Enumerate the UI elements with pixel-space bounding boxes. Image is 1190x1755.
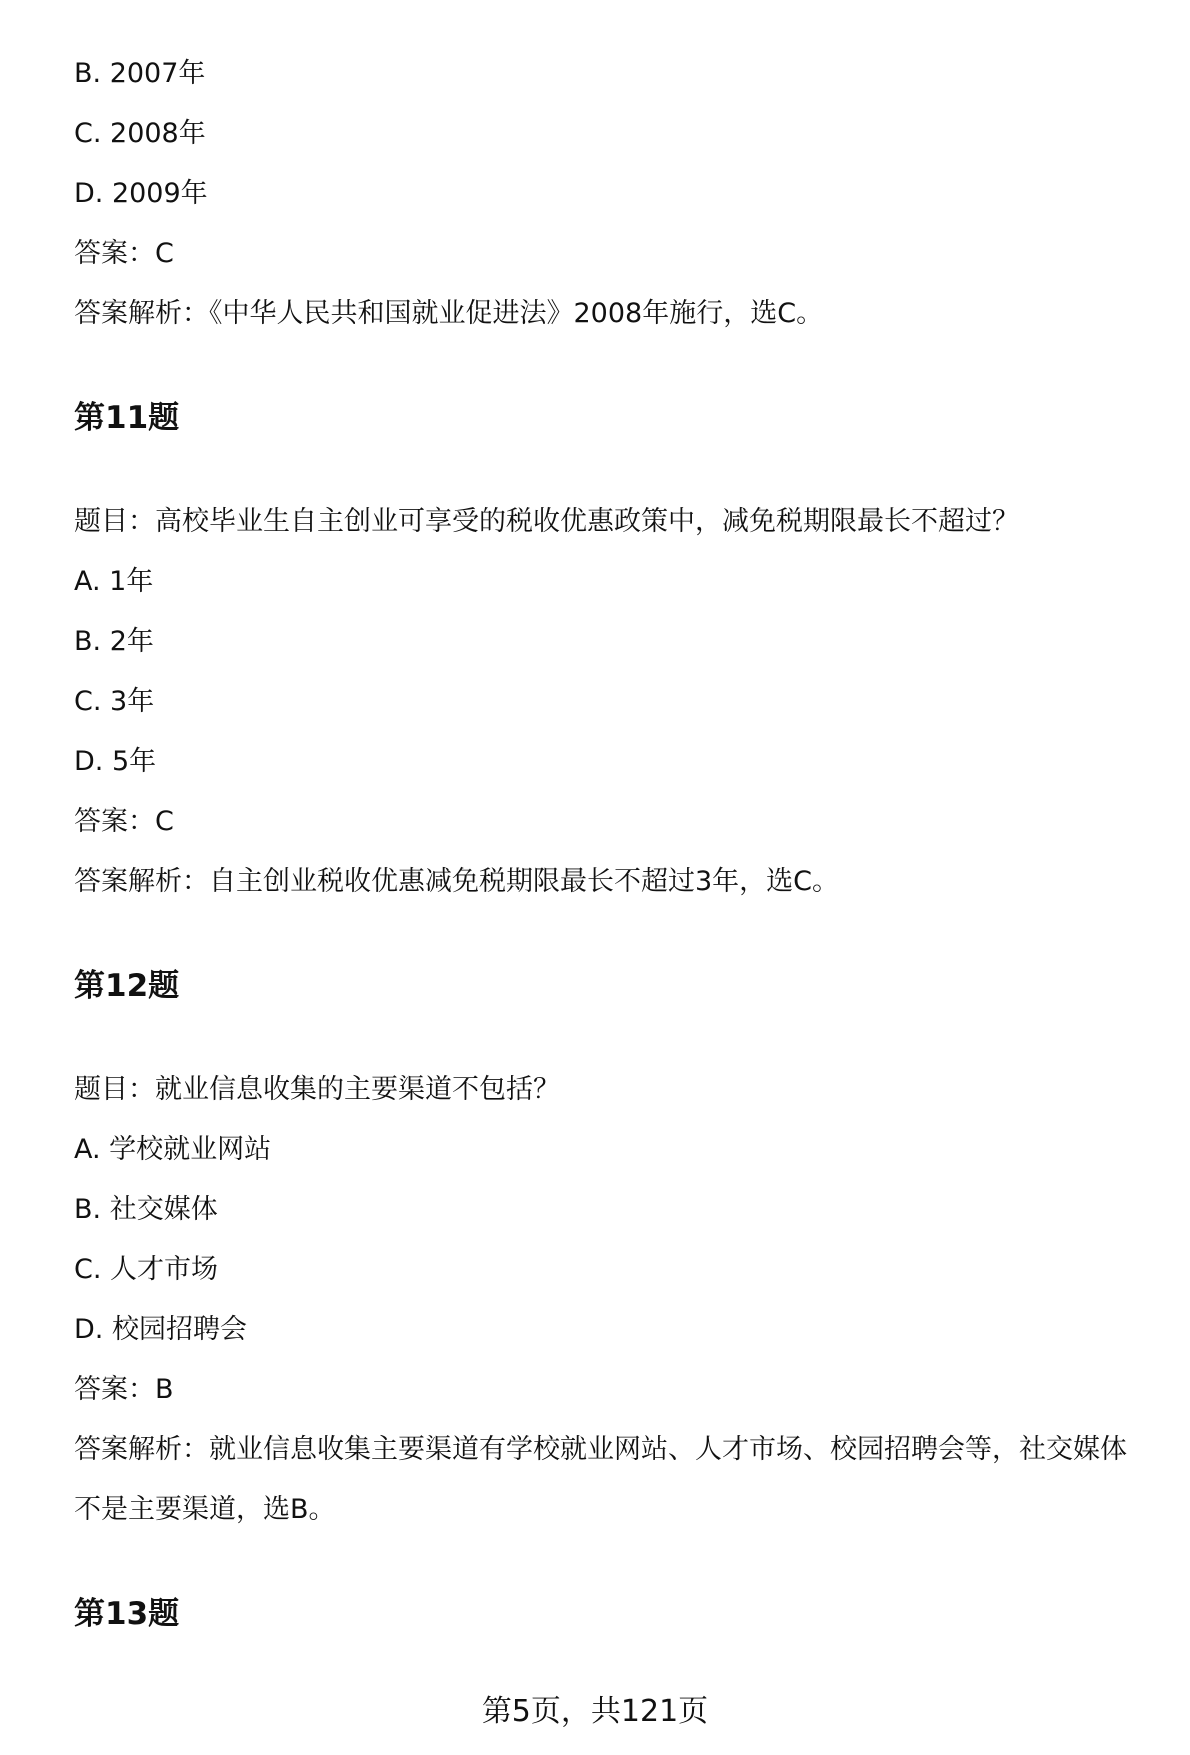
- q10-option-b: B. 2007年: [74, 58, 206, 89]
- q11-answer: 答案：C: [74, 806, 174, 837]
- q10-answer: 答案：C: [74, 238, 174, 269]
- q12-option-c: C. 人才市场: [74, 1254, 219, 1285]
- q12-option-b: B. 社交媒体: [74, 1194, 218, 1225]
- q11-explanation: 答案解析：自主创业税收优惠减免税期限最长不超过3年，选C。: [74, 866, 840, 897]
- spacer: [74, 1016, 1144, 1060]
- q13-heading: 第13题: [74, 1596, 180, 1632]
- page-indicator: 第5页，共121页: [481, 1694, 709, 1729]
- q11-question: 题目：高校毕业生自主创业可享受的税收优惠政策中，减免税期限最长不超过？: [74, 506, 1019, 537]
- q12-option-d: D. 校园招聘会: [74, 1314, 247, 1345]
- spacer: [74, 1540, 1144, 1584]
- q12-option-a: A. 学校就业网站: [74, 1134, 272, 1165]
- q10-explanation: 答案解析：《中华人民共和国就业促进法》2008年施行，选C。: [74, 298, 824, 329]
- q12-question: 题目：就业信息收集的主要渠道不包括？: [74, 1074, 560, 1105]
- q11-option-c: C. 3年: [74, 686, 155, 717]
- spacer: [74, 448, 1144, 492]
- spacer: [74, 912, 1144, 956]
- q12-explanation: 答案解析：就业信息收集主要渠道有学校就业网站、人才市场、校园招聘会等，社交媒体不是主要渠道，选B。: [74, 1434, 1127, 1525]
- q12-heading: 第12题: [74, 968, 180, 1004]
- q11-option-d: D. 5年: [74, 746, 157, 777]
- page-content: [74, 44, 1144, 1644]
- q11-option-b: B. 2年: [74, 626, 154, 657]
- q12-answer: 答案：B: [74, 1374, 174, 1405]
- spacer: [74, 344, 1144, 388]
- q11-heading: 第11题: [74, 400, 180, 436]
- q10-option-d: D. 2009年: [74, 178, 208, 209]
- q10-option-c: C. 2008年: [74, 118, 206, 149]
- q11-option-a: A. 1年: [74, 566, 154, 597]
